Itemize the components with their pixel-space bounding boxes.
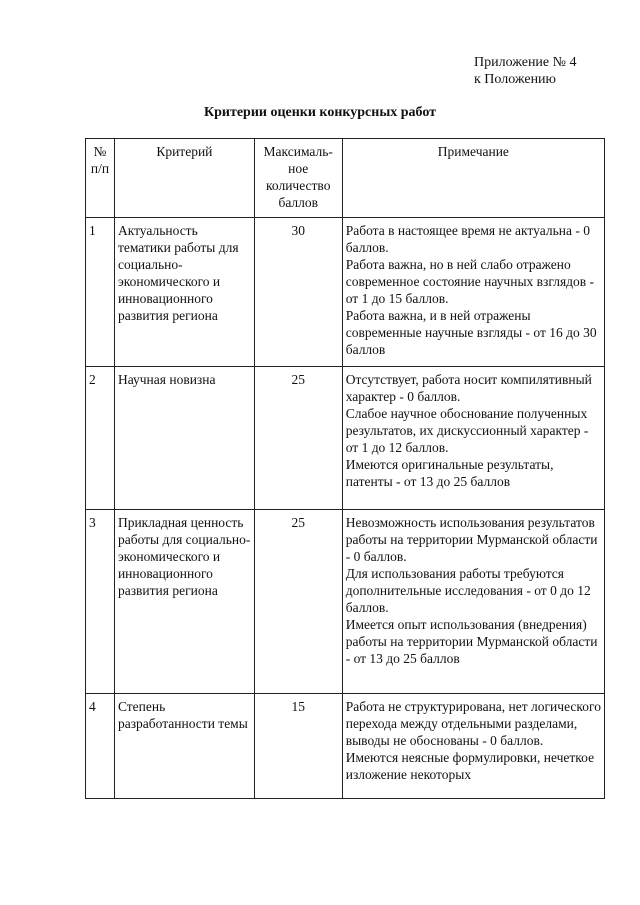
row-criterion: Научная новизна [114,367,254,510]
row-score: 15 [254,694,342,799]
table-row [86,218,605,367]
row-score: 25 [254,510,342,694]
row-note: Работа в настоящее время не актуальна - 0 баллов. Работа важна, но в ней слабо отражено современное состояние научных взглядов - от 1 до 15 баллов. Работа важна, и в ней отражены современные научные взгляды - от 16 до 30 баллов [342,218,604,367]
row-note: Работа не структурирована, нет логического перехода между отдельными разделами, выводы не обоснованы - 0 баллов. Имеются неясные формулировки, нечеткое изложение некоторых [342,694,604,799]
column-header-criterion: Критерий [114,139,254,218]
document-title: Критерии оценки конкурсных работ [203,105,437,120]
row-num: 3 [86,510,115,694]
row-num: 4 [86,694,115,799]
appendix-reference [474,54,577,88]
criteria-table [85,138,605,799]
column-header-max-score: Максималь-ное количество баллов [254,139,342,218]
row-criterion: Актуальность тематики работы для социально-экономического и инновационного развития региона [114,218,254,367]
row-num: 1 [86,218,115,367]
row-score: 30 [254,218,342,367]
table-row [86,694,605,799]
appendix-regulation: к Положению [474,72,557,87]
table-header-row [86,139,605,218]
row-score: 25 [254,367,342,510]
row-note: Невозможность использования результатов работы на территории Мурманской области - 0 баллов. Для использования работы требуются дополнительные исследования - от 0 до 12 баллов. Имеется опыт использования (внедрения) работы на территории Мурманской области - от 13 до 25 баллов [342,510,604,694]
appendix-number: Приложение № 4 [474,55,577,70]
row-note: Отсутствует, работа носит компилятивный характер - 0 баллов. Слабое научное обоснование полученных результатов, их дискуссионный характер - от 1 до 12 баллов. Имеются оригинальные результаты, патенты - от 13 до 25 баллов [342,367,604,510]
row-criterion: Степень разработанности темы [114,694,254,799]
row-criterion: Прикладная ценность работы для социально-экономического и инновационного развития региона [114,510,254,694]
table-row [86,367,605,510]
table-row [86,510,605,694]
row-num: 2 [86,367,115,510]
column-header-num: № п/п [86,139,115,218]
column-header-note: Примечание [342,139,604,218]
